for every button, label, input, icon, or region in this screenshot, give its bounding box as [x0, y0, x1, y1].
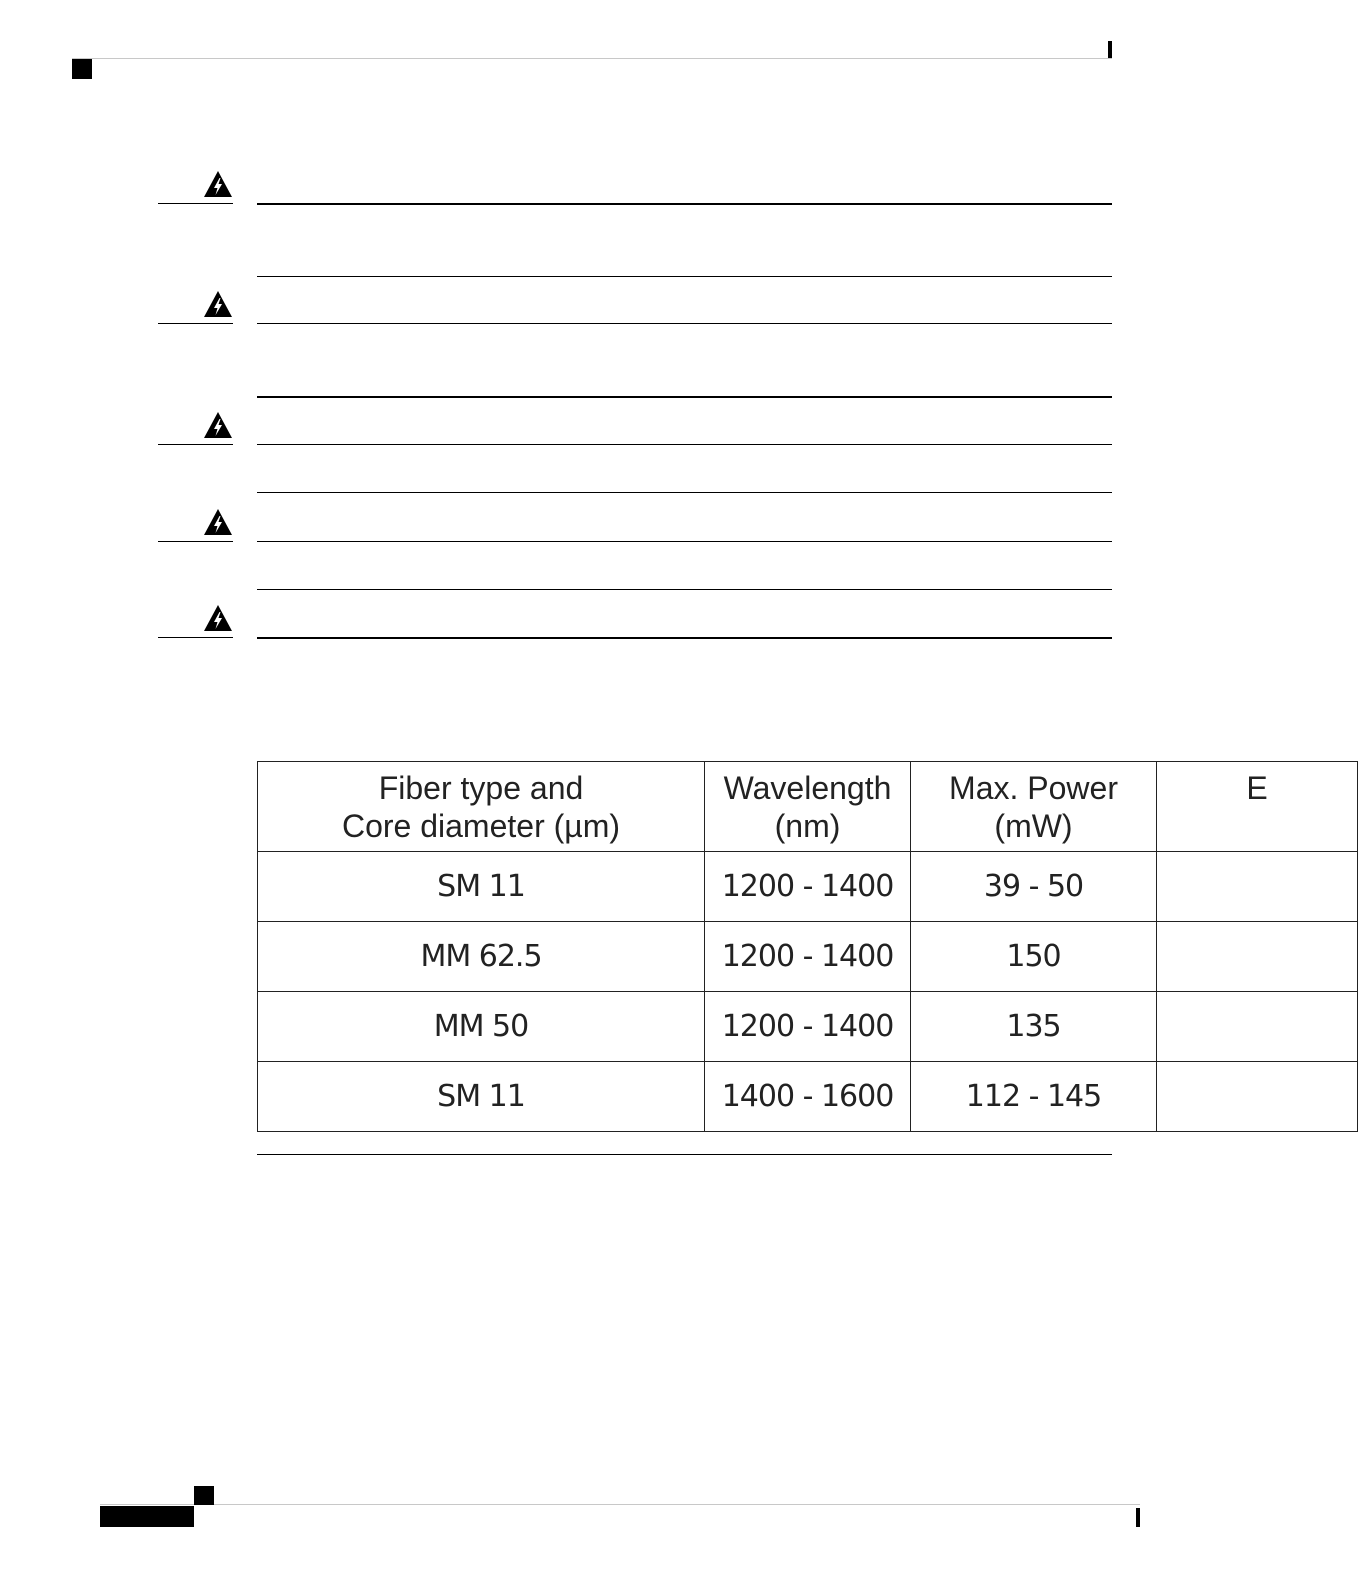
footer-marker — [194, 1486, 214, 1505]
warning-icon — [203, 508, 233, 536]
warning-icon — [203, 411, 233, 439]
cell-wavelength: 1400 - 1600 — [705, 1062, 911, 1132]
table-row — [258, 922, 1358, 992]
header-rule — [72, 58, 1112, 59]
cell-max-power: 39 - 50 — [911, 852, 1157, 922]
table-row — [258, 992, 1358, 1062]
fiber-power-table-region — [257, 761, 1268, 1136]
warning-label-rule — [158, 203, 233, 204]
cell-fiber-type: SM 11 — [258, 852, 705, 922]
cell-max-power: 150 — [911, 922, 1157, 992]
warning-label-rule — [158, 541, 233, 542]
warning-top-rule — [257, 444, 1112, 445]
fiber-power-table — [257, 761, 1358, 1132]
footer-rule — [100, 1504, 1140, 1505]
header-tick — [1108, 41, 1112, 58]
cell-max-power: 112 - 145 — [911, 1062, 1157, 1132]
warning-label-rule — [158, 323, 233, 324]
cell-truncated — [1157, 1062, 1358, 1132]
cell-fiber-type: SM 11 — [258, 1062, 705, 1132]
cell-wavelength: 1200 - 1400 — [705, 922, 911, 992]
cell-fiber-type: MM 62.5 — [258, 922, 705, 992]
header-marker — [72, 59, 92, 79]
cell-truncated — [1157, 852, 1358, 922]
warning-top-rule — [257, 323, 1112, 324]
cell-max-power: 135 — [911, 992, 1157, 1062]
warning-bottom-rule — [257, 396, 1112, 398]
warning-top-rule — [257, 637, 1112, 639]
cell-fiber-type: MM 50 — [258, 992, 705, 1062]
warning-top-rule — [257, 541, 1112, 542]
cell-truncated — [1157, 992, 1358, 1062]
cell-wavelength: 1200 - 1400 — [705, 852, 911, 922]
table-header-row — [258, 762, 1358, 852]
footer-bar — [100, 1506, 194, 1527]
table-bottom-rule — [257, 1154, 1112, 1155]
warning-bottom-rule — [257, 276, 1112, 277]
warning-icon — [203, 290, 233, 318]
cell-wavelength: 1200 - 1400 — [705, 992, 911, 1062]
header-max-power: Max. Power (mW) — [911, 762, 1157, 852]
header-fiber-type: Fiber type and Core diameter (µm) — [258, 762, 705, 852]
warning-icon — [203, 604, 233, 632]
warning-icon — [203, 170, 233, 198]
footer-tick — [1136, 1508, 1140, 1527]
table-row — [258, 852, 1358, 922]
header-wavelength: Wavelength (nm) — [705, 762, 911, 852]
warning-bottom-rule — [257, 492, 1112, 493]
warning-label-rule — [158, 444, 233, 445]
warning-label-rule — [158, 637, 233, 638]
table-row — [258, 1062, 1358, 1132]
cell-truncated — [1157, 922, 1358, 992]
warning-top-rule — [257, 203, 1112, 205]
warning-bottom-rule — [257, 589, 1112, 590]
header-truncated: E — [1157, 762, 1358, 852]
